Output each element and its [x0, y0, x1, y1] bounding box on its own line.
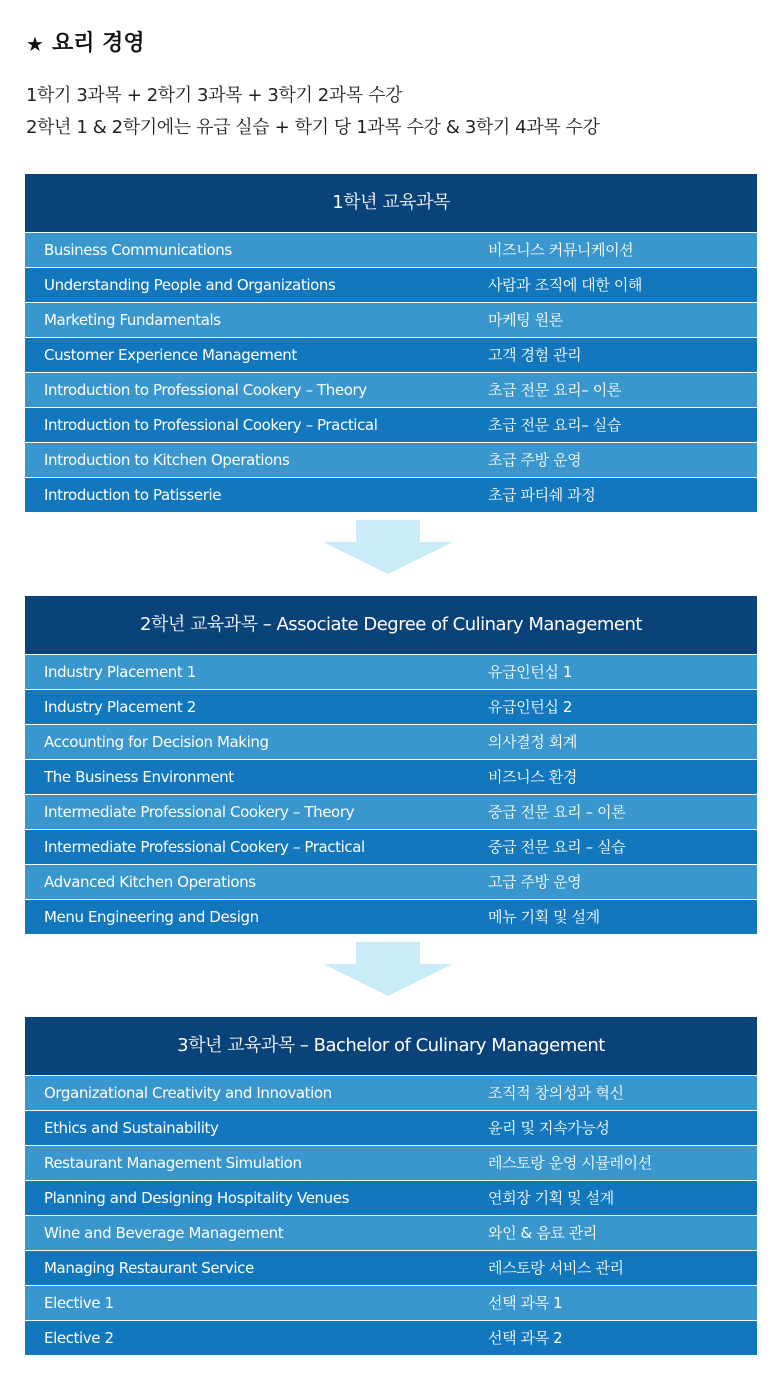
course-name-en: Ethics and Sustainability: [44, 1119, 219, 1137]
table-row: [25, 655, 757, 689]
table-row: [25, 1181, 757, 1215]
page-header: [26, 28, 600, 144]
course-name-ko: 윤리 및 지속가능성: [488, 1119, 610, 1137]
course-name-en: Customer Experience Management: [44, 346, 297, 364]
table-row: [25, 900, 757, 934]
course-name-ko: 레스토랑 서비스 관리: [488, 1259, 624, 1277]
course-name-en: Elective 1: [44, 1294, 114, 1312]
course-name-en: Accounting for Decision Making: [44, 733, 269, 751]
course-name-ko: 초급 파티쉐 과정: [488, 486, 596, 504]
course-name-ko: 와인 & 음료 관리: [488, 1224, 597, 1242]
course-name-en: Understanding People and Organizations: [44, 276, 336, 294]
course-name-en: Introduction to Professional Cookery – Theory: [44, 381, 367, 399]
course-name-ko: 선택 과목 2: [488, 1329, 563, 1347]
course-name-ko: 마케팅 원론: [488, 311, 563, 329]
table-row: [25, 443, 757, 477]
table-row: [25, 725, 757, 759]
course-name-en: The Business Environment: [44, 768, 234, 786]
year-2-section: [25, 596, 757, 934]
course-name-ko: 사람과 조직에 대한 이해: [488, 276, 643, 294]
table-row: [25, 1216, 757, 1250]
course-name-ko: 비즈니스 커뮤니케이션: [488, 241, 634, 259]
down-arrow-icon: [323, 942, 453, 996]
table-row: [25, 1251, 757, 1285]
course-name-en: Managing Restaurant Service: [44, 1259, 254, 1277]
course-name-en: Introduction to Professional Cookery – Practical: [44, 416, 378, 434]
summary-line-2: 2학년 1 & 2학기에는 유급 실습 + 학기 당 1과목 수강 & 3학기 4과목 수강: [26, 117, 600, 138]
year-3-section: [25, 1017, 757, 1355]
course-name-en: Introduction to Patisserie: [44, 486, 222, 504]
table-row: [25, 690, 757, 724]
course-name-ko: 초급 전문 요리– 이론: [488, 381, 621, 399]
table-row: [25, 1321, 757, 1355]
year-1-section: [25, 174, 757, 512]
course-name-en: Advanced Kitchen Operations: [44, 873, 256, 891]
course-name-ko: 레스토랑 운영 시뮬레이션: [488, 1154, 652, 1172]
page-title: [26, 28, 600, 60]
course-name-en: Restaurant Management Simulation: [44, 1154, 302, 1172]
course-name-ko: 조직적 창의성과 혁신: [488, 1084, 624, 1102]
star-icon: ★: [26, 32, 44, 56]
table-row: [25, 830, 757, 864]
table-row: [25, 373, 757, 407]
course-name-en: Organizational Creativity and Innovation: [44, 1084, 332, 1102]
course-name-ko: 고객 경험 관리: [488, 346, 582, 364]
course-name-en: Intermediate Professional Cookery – Theory: [44, 803, 355, 821]
course-name-ko: 초급 전문 요리– 실습: [488, 416, 621, 434]
course-name-en: Wine and Beverage Management: [44, 1224, 284, 1242]
course-name-en: Industry Placement 1: [44, 663, 196, 681]
table-row: [25, 268, 757, 302]
table-row: [25, 478, 757, 512]
course-name-en: Marketing Fundamentals: [44, 311, 221, 329]
course-name-ko: 유급인턴십 2: [488, 698, 572, 716]
table-row: [25, 1076, 757, 1110]
section-title: 1학년 교육과목: [25, 174, 757, 232]
course-name-en: Elective 2: [44, 1329, 114, 1347]
down-arrow-icon: [323, 520, 453, 574]
table-row: [25, 760, 757, 794]
course-name-ko: 초급 주방 운영: [488, 451, 582, 469]
course-name-en: Planning and Designing Hospitality Venues: [44, 1189, 350, 1207]
course-name-ko: 연회장 기획 및 설계: [488, 1189, 614, 1207]
course-name-ko: 유급인턴십 1: [488, 663, 572, 681]
table-row: [25, 865, 757, 899]
course-name-ko: 의사결정 회계: [488, 733, 577, 751]
table-row: [25, 1286, 757, 1320]
table-row: [25, 408, 757, 442]
course-name-ko: 선택 과목 1: [488, 1294, 563, 1312]
course-name-en: Intermediate Professional Cookery – Practical: [44, 838, 365, 856]
section-title: 3학년 교육과목 – Bachelor of Culinary Management: [25, 1017, 757, 1075]
table-row: [25, 1111, 757, 1145]
table-row: [25, 1146, 757, 1180]
course-name-en: Menu Engineering and Design: [44, 908, 259, 926]
table-row: [25, 338, 757, 372]
course-name-ko: 비즈니스 환경: [488, 768, 577, 786]
table-row: [25, 303, 757, 337]
table-row: [25, 233, 757, 267]
course-name-en: Industry Placement 2: [44, 698, 196, 716]
course-name-ko: 고급 주방 운영: [488, 873, 582, 891]
course-name-en: Business Communications: [44, 241, 232, 259]
course-name-en: Introduction to Kitchen Operations: [44, 451, 290, 469]
section-title: 2학년 교육과목 – Associate Degree of Culinary Management: [25, 596, 757, 654]
page-title-text: 요리 경영: [51, 31, 145, 56]
course-name-ko: 중급 전문 요리 – 실습: [488, 838, 626, 856]
course-name-ko: 중급 전문 요리 – 이론: [488, 803, 626, 821]
course-name-ko: 메뉴 기획 및 설계: [488, 908, 600, 926]
table-row: [25, 795, 757, 829]
summary-line-1: 1학기 3과목 + 2학기 3과목 + 3학기 2과목 수강: [26, 85, 403, 106]
